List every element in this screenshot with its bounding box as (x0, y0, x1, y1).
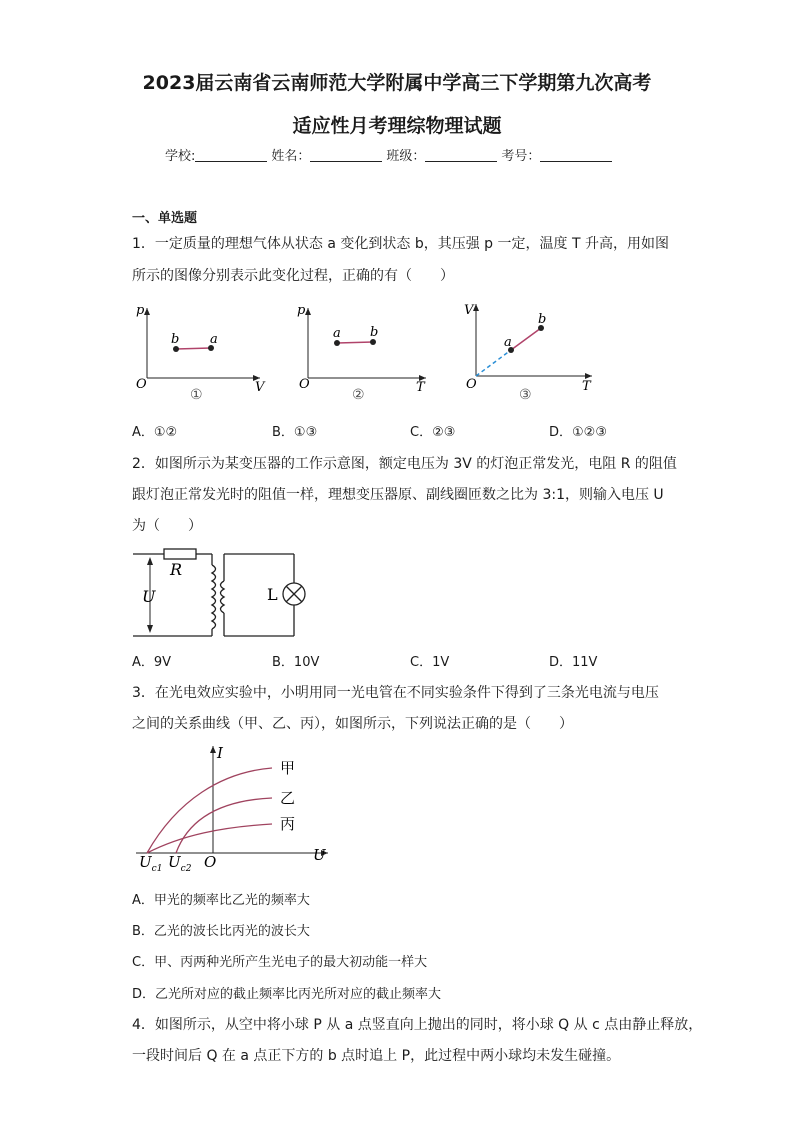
q1-option-c[interactable]: C．②③ (410, 425, 456, 440)
title-line-2: 适应性月考理综物理试题 (292, 115, 502, 137)
g1-caption: ① (190, 387, 203, 403)
q1-graph-2 (297, 303, 426, 403)
curve-label-yi: 乙 (280, 789, 296, 807)
g1-y-label: p (136, 303, 145, 318)
q3-y-label: I (217, 744, 223, 762)
voltage-arrow-top (147, 557, 153, 565)
q1-graph-1 (136, 303, 266, 403)
g3-caption: ③ (519, 387, 532, 403)
q2-option-d[interactable]: D．11V (549, 655, 598, 670)
g2-caption: ② (352, 387, 365, 403)
g3-dashed-line (476, 350, 511, 376)
class-blank[interactable] (425, 149, 497, 162)
g2-left-label: a (333, 326, 341, 341)
curve-jia (147, 768, 272, 853)
g1-process-line (176, 348, 211, 349)
q2-line-1: 2．如图所示为某变压器的工作示意图，额定电压为 3V 的灯泡正常发光，电阻 R 的阻值 (132, 456, 677, 472)
q3-uc1-symbol: U (139, 853, 152, 871)
name-label: 姓名： (271, 149, 311, 164)
q2-line-2: 跟灯泡正常发光时的阻值一样，理想变压器原、副线圈匝数之比为 3:1，则输入电压 U (132, 487, 664, 503)
resistor (164, 549, 196, 559)
school-blank[interactable] (195, 149, 267, 162)
student-info-row (165, 145, 616, 164)
g2-process-line (337, 342, 373, 343)
q1-line-1: 1．一定质量的理想气体从状态 a 变化到状态 b，其压强 p 一定，温度 T 升高，用如图 (132, 236, 669, 252)
q1-option-d[interactable]: D．①②③ (549, 425, 607, 440)
curve-label-jia: 甲 (280, 759, 296, 777)
q3-graph (132, 740, 342, 880)
g3-right-label: b (538, 312, 547, 327)
q2-option-c[interactable]: C．1V (410, 655, 450, 670)
q3-uc1-label (139, 853, 162, 874)
q2-option-a[interactable]: A．9V (132, 655, 172, 670)
q3-option-b[interactable]: B．乙光的波长比丙光的波长大 (132, 924, 310, 939)
school-label: 学校: (165, 149, 196, 164)
g1-origin: O (136, 377, 147, 392)
g3-process-line (511, 328, 541, 350)
g2-origin: O (299, 377, 310, 392)
resistor-label: R (170, 560, 183, 579)
title-line-1: 2023届云南省云南师范大学附属中学高三下学期第九次高考 (142, 72, 652, 94)
q3-option-a[interactable]: A．甲光的频率比乙光的频率大 (132, 893, 310, 908)
q3-option-c[interactable]: C．甲、丙两种光所产生光电子的最大初动能一样大 (132, 955, 428, 970)
voltage-arrow-bottom (147, 625, 153, 633)
secondary-coil (221, 581, 225, 613)
q2-circuit (130, 545, 310, 645)
id-blank[interactable] (540, 149, 612, 162)
g1-left-label: b (171, 332, 180, 347)
q3-x-label: U (313, 846, 326, 864)
name-blank[interactable] (310, 149, 382, 162)
q1-graph-3 (464, 303, 592, 403)
q1-line-2: 所示的图像分别表示此变化过程，正确的有（ ） (132, 268, 454, 284)
q1-option-b[interactable]: B．①③ (272, 425, 318, 440)
q3-line-1: 3．在光电效应实验中，小明用同一光电管在不同实验条件下得到了三条光电流与电压 (132, 685, 659, 701)
q2-option-b[interactable]: B．10V (272, 655, 320, 670)
q3-origin: O (204, 853, 217, 871)
lamp-label: L (267, 585, 278, 604)
g2-right-label: b (370, 325, 379, 340)
id-label: 考号： (501, 149, 541, 164)
q3-uc2-symbol: U (168, 853, 181, 871)
g1-right-label: a (210, 332, 218, 347)
voltage-label: U (142, 587, 156, 606)
g2-y-label: p (297, 303, 306, 318)
curve-bing (147, 824, 272, 853)
q3-option-d[interactable]: D．乙光所对应的截止频率比丙光所对应的截止频率大 (132, 987, 442, 1002)
q3-uc2-label (168, 853, 192, 874)
g3-y-label: V (464, 303, 474, 318)
q3-uc1-sub: c1 (151, 864, 163, 874)
g3-origin: O (466, 377, 477, 392)
q4-line-2: 一段时间后 Q 在 a 点正下方的 b 点时追上 P，此过程中两小球均未发生碰撞。 (132, 1048, 621, 1064)
q3-line-2: 之间的关系曲线（甲、乙、丙），如图所示，下列说法正确的是（ ） (132, 716, 573, 732)
q1-option-a[interactable]: A．①② (132, 425, 178, 440)
g2-x-label: T (416, 380, 425, 395)
q3-uc2-sub: c2 (180, 864, 192, 874)
class-label: 班级： (386, 149, 426, 164)
primary-coil (212, 565, 216, 629)
curve-label-bing: 丙 (280, 815, 296, 833)
section-title: 一、单选题 (132, 211, 198, 226)
q4-line-1: 4．如图所示，从空中将小球 P 从 a 点竖直向上抛出的同时，将小球 Q 从 c 点由静止释放， (132, 1017, 703, 1033)
g1-x-label: V (255, 380, 265, 395)
q1-graphs (130, 298, 630, 408)
g3-x-label: T (582, 379, 591, 394)
q2-line-3: 为（ ） (132, 518, 202, 534)
g3-left-label: a (504, 335, 512, 350)
